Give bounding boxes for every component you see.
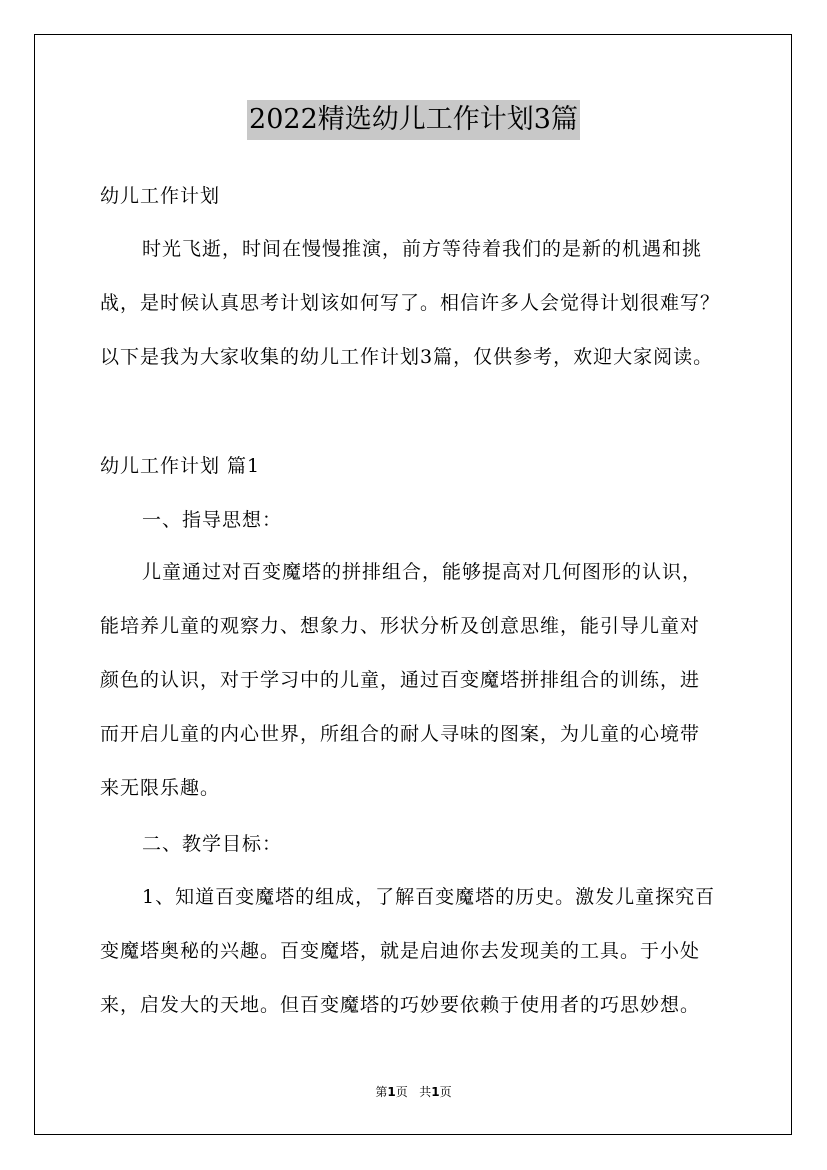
goals-line: 1、知道百变魔塔的组成，了解百变魔塔的历史。激发儿童探究百 bbox=[142, 886, 716, 908]
goals-line: 变魔塔奥秘的兴趣。百变魔塔，就是启迪你去发现美的工具。于小处 bbox=[100, 940, 701, 962]
document-title-wrap bbox=[0, 100, 827, 140]
guiding-line: 颜色的认识，对于学习中的儿童，通过百变魔塔拼排组合的训练，进 bbox=[100, 669, 701, 691]
goals-line: 来，启发大的天地。但百变魔塔的巧妙要依赖于使用者的巧思妙想。 bbox=[100, 994, 701, 1016]
guiding-paragraph bbox=[100, 552, 730, 808]
part1-heading: 幼儿工作计划 篇1 bbox=[100, 455, 261, 477]
intro-paragraph bbox=[100, 229, 730, 377]
section-heading: 幼儿工作计划 bbox=[100, 185, 221, 207]
page-number: 1 bbox=[387, 1085, 396, 1099]
page-prefix: 第 bbox=[375, 1085, 388, 1099]
total-number: 1 bbox=[431, 1085, 440, 1099]
intro-line: 战，是时候认真思考计划该如何写了。相信许多人会觉得计划很难写？ bbox=[100, 292, 721, 314]
guiding-line: 儿童通过对百变魔塔的拼排组合，能够提高对几何图形的认识， bbox=[142, 561, 703, 583]
goals-heading: 二、教学目标： bbox=[142, 833, 283, 855]
document-title: 2022精选幼儿工作计划3篇 bbox=[247, 100, 580, 140]
guiding-heading: 一、指导思想： bbox=[142, 509, 283, 531]
intro-line: 时光飞逝，时间在慢慢推演，前方等待着我们的是新的机遇和挑 bbox=[142, 238, 703, 260]
guiding-line: 来无限乐趣。 bbox=[100, 777, 221, 799]
goals-paragraph bbox=[100, 877, 730, 1025]
guiding-line: 能培养儿童的观察力、想象力、形状分析及创意思维，能引导儿童对 bbox=[100, 615, 701, 637]
total-prefix: 共 bbox=[419, 1085, 432, 1099]
total-suffix: 页 bbox=[439, 1085, 452, 1099]
intro-line: 以下是我为大家收集的幼儿工作计划3篇，仅供参考，欢迎大家阅读。 bbox=[100, 346, 714, 368]
page-footer bbox=[0, 1082, 827, 1102]
page-suffix: 页 bbox=[395, 1085, 408, 1099]
guiding-line: 而开启儿童的内心世界，所组合的耐人寻味的图案，为儿童的心境带 bbox=[100, 723, 701, 745]
